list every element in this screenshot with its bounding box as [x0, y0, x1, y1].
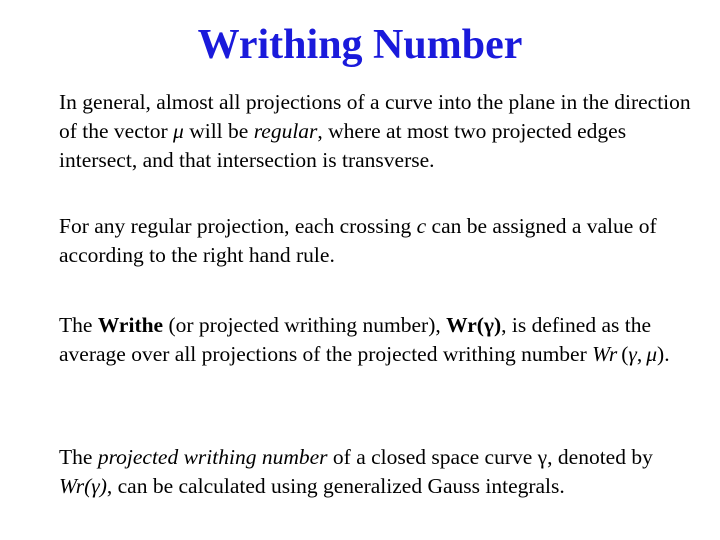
- paragraph-regular-projection: [59, 88, 699, 175]
- writhe-notation-italic: Wr(γ): [59, 474, 107, 498]
- text-run: , is defined as the average over all projections of the projected writhing number: [59, 313, 652, 366]
- text-run: will be: [183, 119, 254, 143]
- text-run: can be assigned a value of according to the right hand rule.: [59, 214, 657, 267]
- regular-term: regular: [253, 119, 318, 143]
- formula-open-paren: (: [621, 342, 629, 366]
- mu-symbol: μ: [173, 119, 184, 143]
- text-run: In general, almost all projections of a curve into the plane in the direction of the vector: [59, 90, 691, 143]
- writhing-formula: [592, 340, 664, 369]
- projected-writhing-number-term: projected writhing number: [97, 445, 328, 469]
- paragraph-crossing-value: [59, 212, 699, 270]
- crossing-variable: c: [416, 214, 427, 238]
- writhe-term: Writhe: [97, 313, 164, 337]
- formula-wr: Wr: [592, 342, 618, 366]
- formula-close-paren: ): [657, 342, 665, 366]
- slide-title: Writhing Number: [197, 22, 523, 68]
- text-run: The: [59, 313, 98, 337]
- formula-mu: μ: [646, 342, 658, 366]
- text-run: The: [59, 445, 98, 469]
- writhe-notation: Wr(γ): [446, 313, 502, 337]
- text-run: (or projected writhing number),: [163, 313, 447, 337]
- paragraph-writhe-definition: [59, 311, 699, 369]
- text-run: , where at most two projected edges intersect, and that intersection is transverse.: [59, 119, 627, 172]
- formula-comma: ,: [636, 342, 643, 366]
- text-run: .: [664, 342, 670, 366]
- text-run: , can be calculated using generalized Gauss integrals.: [106, 474, 565, 498]
- text-run: For any regular projection, each crossing: [59, 214, 417, 238]
- formula-gamma: γ: [628, 342, 637, 366]
- paragraph-gauss-integrals: [59, 443, 699, 501]
- text-run: of a closed space curve γ, denoted by: [327, 445, 653, 469]
